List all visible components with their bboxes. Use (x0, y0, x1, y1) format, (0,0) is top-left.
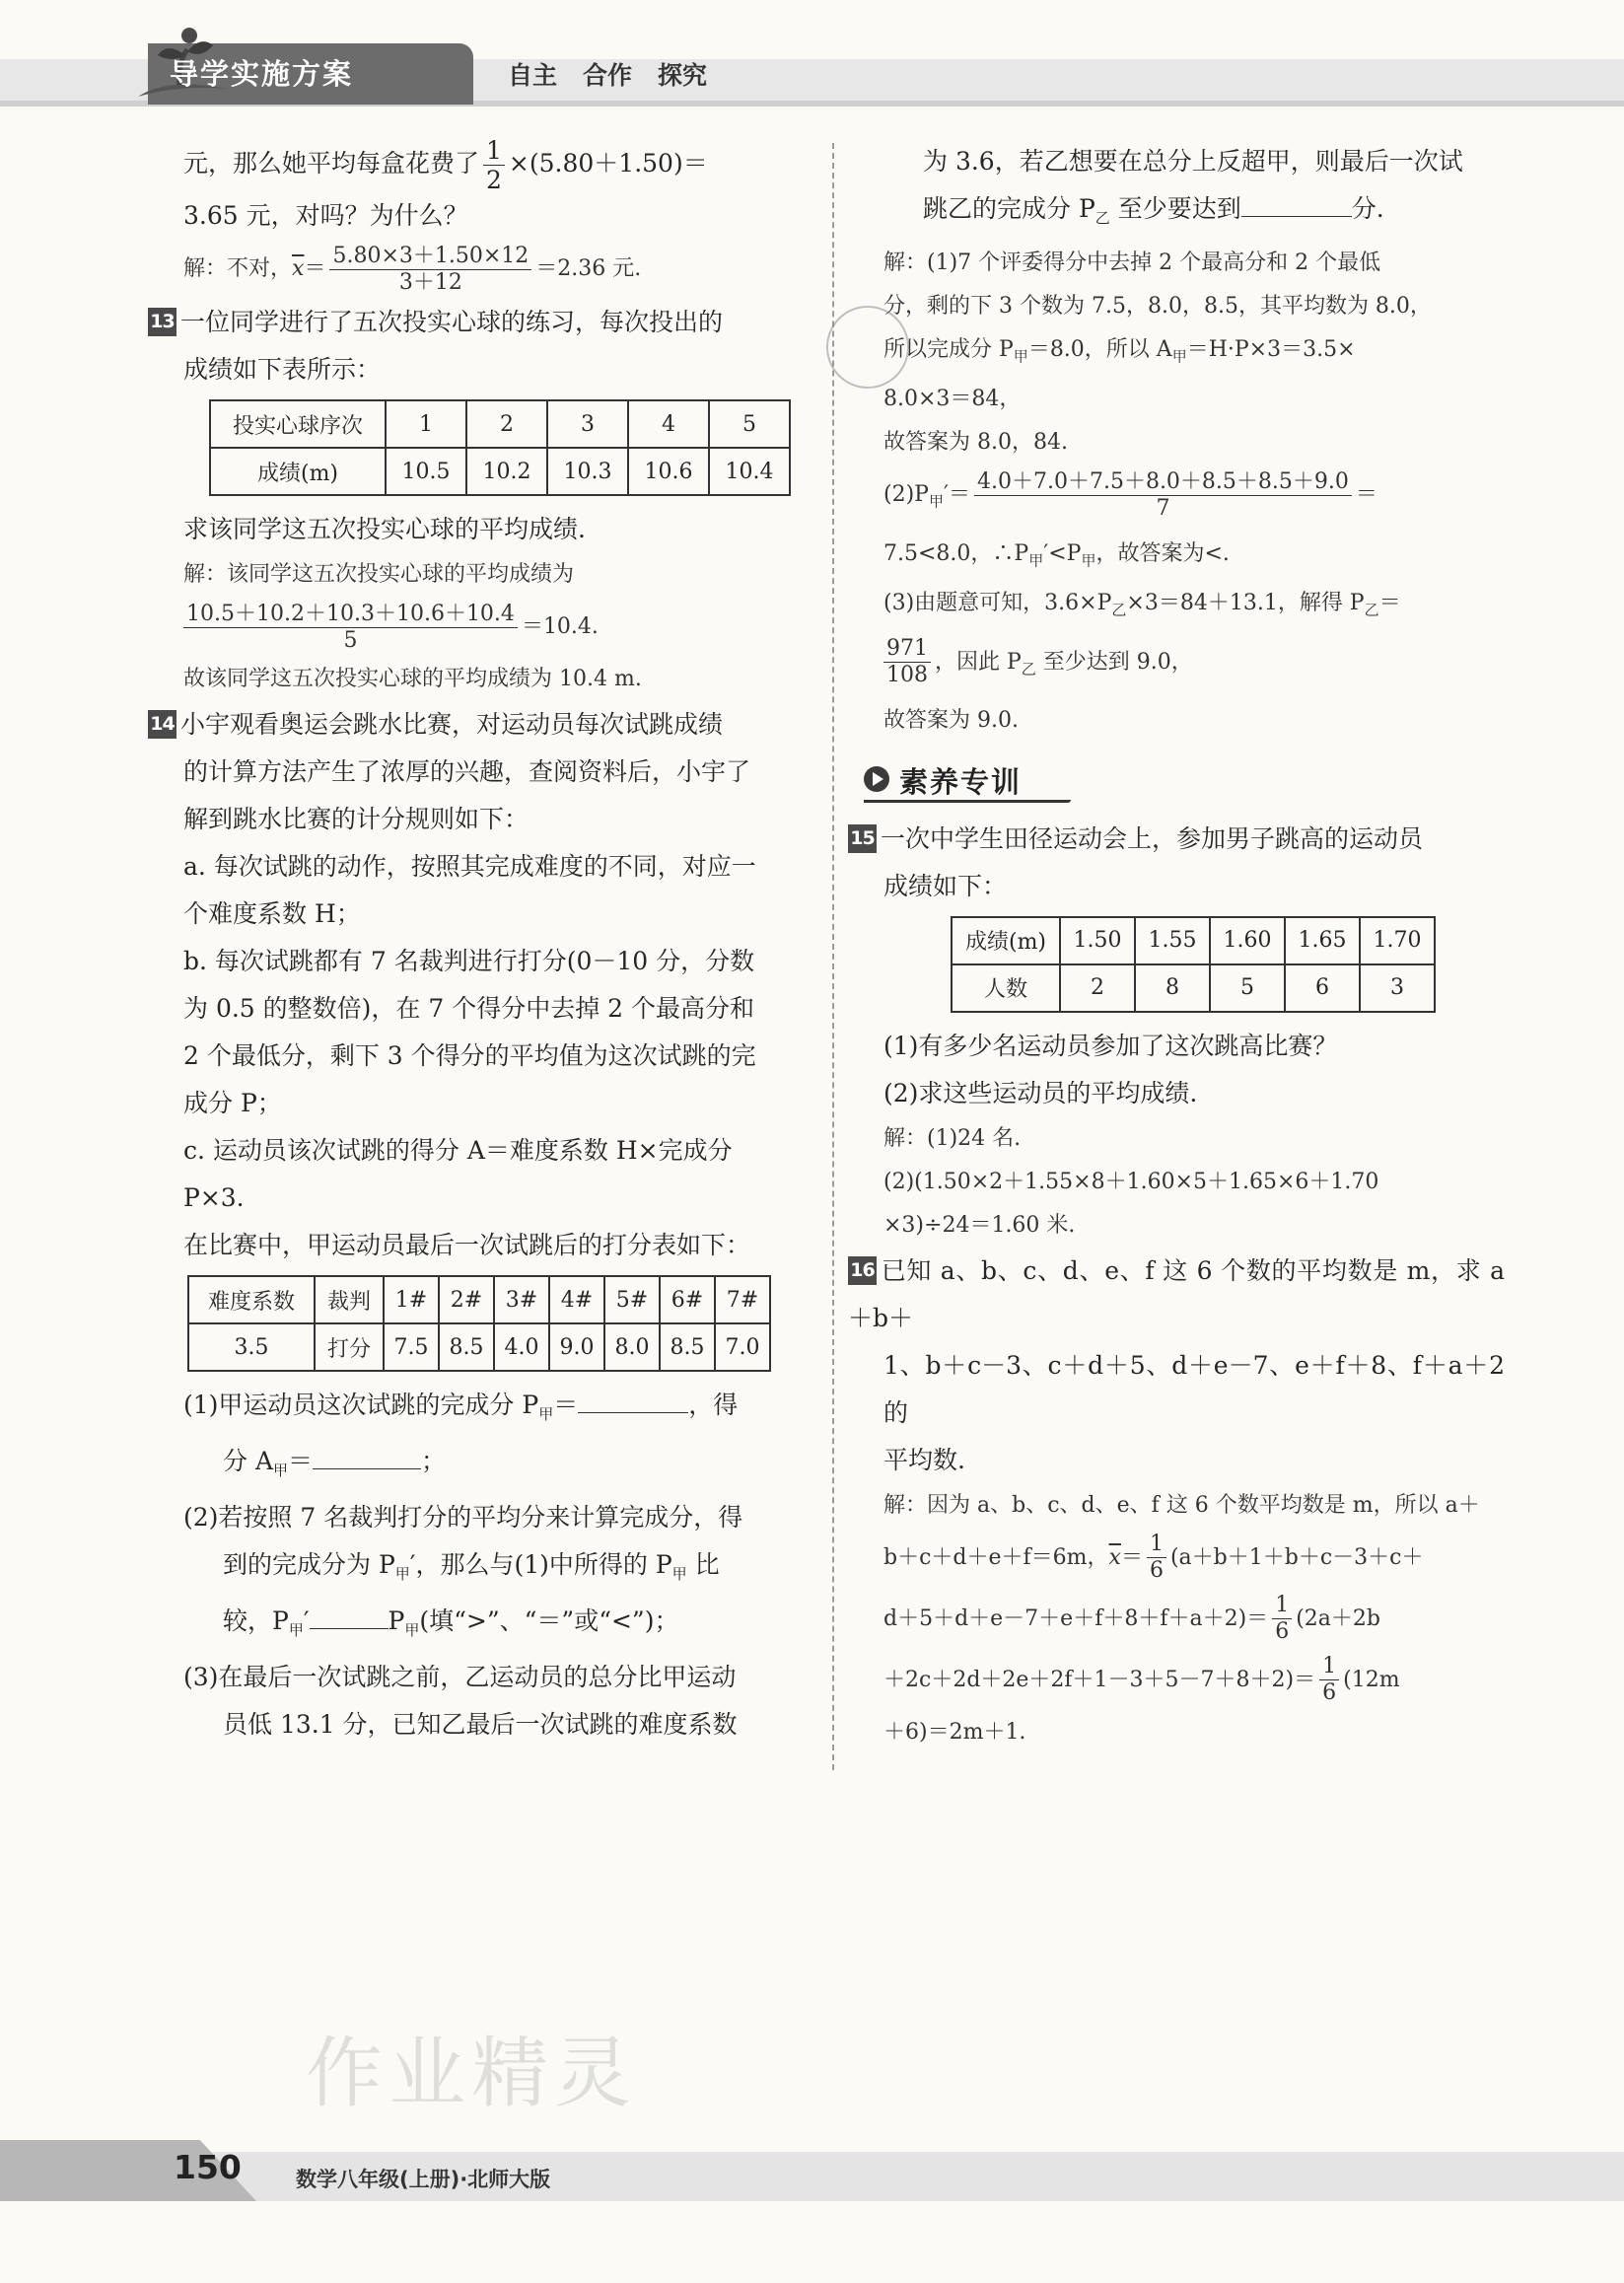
q14-head-7: 6# (660, 1276, 715, 1323)
q14-rule-a-2: 个难度系数 H； (183, 899, 361, 928)
q15-table (951, 916, 1436, 1013)
q14-answer-blank-1[interactable] (578, 1391, 688, 1413)
q12-fraction: $\frac{1}{2}$ (483, 138, 505, 192)
q13-cell-3: 10.3 (547, 448, 628, 495)
q15-cell-1: 2 (1060, 964, 1135, 1012)
q15-cell-5: 3 (1360, 964, 1435, 1012)
q15-text-1: 15 一次中学生田径运动会上，参加男子跳高的运动员 (848, 816, 1505, 863)
q13-head-3: 3 (547, 400, 628, 448)
header-sub-1: 自主 (508, 61, 558, 90)
header-sub-2: 合作 (583, 61, 633, 90)
q13-solution-1: 解：该同学这五次投实心球的平均成绩为 (183, 562, 575, 587)
q16-text-1: 16 已知 a、b、c、d、e、f 这 6 个数的平均数是 m，求 a＋b＋ (848, 1255, 1505, 1332)
q15-solution-3: ×3)÷24＝1.60 米. (883, 1212, 1076, 1238)
section-title (864, 754, 1505, 810)
q14-answer-blank-4[interactable] (1241, 194, 1352, 217)
q14-cell-3: 8.5 (439, 1323, 494, 1371)
q16-solution-1: 解：因为 a、b、c、d、e、f 这 6 个数平均数是 m，所以 a＋ (883, 1492, 1480, 1518)
q14-rule-c-2: P×3. (183, 1183, 245, 1212)
q15-head-3: 1.60 (1210, 917, 1285, 964)
question-number-16: 16 (848, 1256, 877, 1285)
q14-text-4: 在比赛中，甲运动员最后一次试跳后的打分表如下： (183, 1231, 751, 1259)
q15-head-5: 1.70 (1360, 917, 1435, 964)
q16-solution-5: ＋6)＝2m＋1. (883, 1719, 1026, 1745)
q14-solution-8: (3)由题意可知，$3.6\times P_乙\times 3=84+13.1$，解得 $P_乙=$ (883, 591, 1401, 619)
q15-part-2: (2)求这些运动员的平均成绩. (883, 1078, 1198, 1107)
q15-cell-3: 5 (1210, 964, 1285, 1012)
q14-solution-4: 8.0×3＝84， (883, 387, 1022, 412)
q13-head-5: 5 (709, 400, 790, 448)
q13-cell-5: 10.4 (709, 448, 790, 495)
q16-solution-3: d＋5＋d＋e－7＋e＋f＋8＋f＋a＋2)＝ $\frac{1}{6}$ (2a＋2b (883, 1593, 1380, 1645)
q14-cell-6: 8.0 (604, 1323, 660, 1371)
q16-fraction-3: $\frac{1}{6}$ (1319, 1656, 1339, 1704)
q16-fraction-1: $\frac{1}{6}$ (1147, 1534, 1166, 1582)
q13-head-4: 4 (628, 400, 709, 448)
q13-solution-2: $\frac{10.5+10.2+10.3+10.6+10.4}{5}$ ＝10.4. (183, 597, 803, 658)
q16-solution-2: b＋c＋d＋e＋f＝6m，$\overline{x}=$ $\frac{1}{6}$ (a＋b＋1＋b＋c－3＋c＋ (883, 1532, 1424, 1584)
q13-head-1: 1 (386, 400, 466, 448)
q14-head-2: 1# (384, 1276, 439, 1323)
q14-table (187, 1275, 771, 1372)
q16-fraction-2: $\frac{1}{6}$ (1272, 1595, 1292, 1643)
q14-solution-1: 解：(1)7 个评委得分中去掉 2 个最高分和 2 个最低 (883, 250, 1381, 275)
section-title-label: 素养专训 (899, 764, 1023, 799)
q13-cell-4: 10.6 (628, 448, 709, 495)
q14-rule-a-1: a. 每次试跳的动作，按照其完成难度的不同，对应一 (183, 852, 756, 881)
q13-table (209, 399, 791, 496)
page-number: 150 (174, 2148, 242, 2186)
q14-head-4: 3# (494, 1276, 549, 1323)
header-title: 导学实施方案 (170, 57, 354, 91)
q14-solution-fraction: $\frac{4.0+7.0+7.5+8.0+8.5+8.5+9.0}{7}$ (974, 471, 1352, 520)
q14-rule-b-1: b. 每次试跳都有 7 名裁判进行打分(0－10 分，分数 (183, 947, 755, 975)
q14-rule-b-4: 成分 P； (183, 1089, 282, 1117)
q13-table-wrap (209, 399, 803, 496)
question-number-13: 13 (148, 308, 177, 336)
q14-head-5: 4# (549, 1276, 604, 1323)
q14-head-6: 5# (604, 1276, 660, 1323)
q16-solution-4: ＋2c＋2d＋2e＋2f＋1－3＋5－7＋8＋2)＝ $\frac{1}{6}$ (12m (883, 1654, 1400, 1706)
q14-text-2: 的计算方法产生了浓厚的兴趣，查阅资料后，小宇了 (183, 757, 751, 786)
q14-part-2-line-3: 较，$P_甲'$ $P_甲$(填“>”、“＝”或“<”)； (223, 1606, 679, 1639)
q13-fraction: $\frac{10.5+10.2+10.3+10.6+10.4}{5}$ (183, 604, 518, 652)
q15-head-0: 成绩(m) (952, 917, 1060, 964)
arrow-right-icon (864, 766, 889, 792)
q14-part-3-line-1: (3)在最后一次试跳之前，乙运动员的总分比甲运动 (183, 1663, 737, 1691)
q14-solution-10: 故答案为 9.0. (883, 707, 1019, 733)
q13-text-2: 成绩如下表所示： (183, 355, 382, 384)
q13-cell-1: 10.5 (386, 448, 466, 495)
q14-cell-4: 4.0 (494, 1323, 549, 1371)
q14-solution-5: 故答案为 8.0，84. (883, 430, 1068, 456)
q15-head-1: 1.50 (1060, 917, 1135, 964)
question-number-15: 15 (848, 824, 877, 853)
q15-text-2: 成绩如下： (883, 871, 1008, 900)
watermark-text: 作业精灵 (306, 2030, 638, 2118)
q16-text-2: 1、b＋c－3、c＋d＋5、d＋e－7、e＋f＋8、f＋a＋2 的 (883, 1350, 1505, 1427)
q13-cell-0: 成绩(m) (210, 448, 386, 495)
q13-cell-2: 10.2 (466, 448, 547, 495)
q12-line-1: 元，那么她平均每盒花费了 $\frac{1}{2}$ ×(5.80＋1.50)＝ (183, 136, 708, 194)
q14-rule-b-2: 为 0.5 的整数倍)，在 7 个得分中去掉 2 个最高分和 (183, 994, 755, 1023)
header-sub-3: 探究 (658, 61, 708, 90)
q14-part-3-line-4: 跳乙的完成分 $P_乙$ 至少要达到 分. (923, 194, 1384, 227)
q14-cell-0: 3.5 (188, 1323, 315, 1371)
q14-text-1: 14 小宇观看奥运会跳水比赛，对运动员每次试跳成绩 (148, 701, 803, 749)
q15-head-2: 1.55 (1135, 917, 1210, 964)
q14-solution-9: $\frac{971}{108}$ ，因此 $P_乙$ 至少达到 9.0， (883, 632, 1505, 699)
header-subtitle (508, 56, 733, 92)
left-column (150, 136, 803, 1748)
q13-ask: 求该同学这五次投实心球的平均成绩. (183, 515, 586, 543)
q14-text-3: 解到跳水比赛的计分规则如下： (183, 805, 530, 833)
q14-solution-fraction-2: $\frac{971}{108}$ (883, 638, 931, 686)
q13-head-2: 2 (466, 400, 547, 448)
q12-solution: 解：不对，$\overline{x}=$ $\frac{5.80\times 3+1.50\times 12}{3+12}$ ＝2.36 元. (183, 243, 642, 295)
q15-cell-2: 8 (1135, 964, 1210, 1012)
q13-text-1: 13 一位同学进行了五次投实心球的练习，每次投出的 (148, 299, 803, 346)
q14-part-2-line-2: 到的完成分为 $P_甲'$，那么与(1)中所得的 $P_甲$ 比 (223, 1550, 720, 1583)
q14-cell-5: 9.0 (549, 1323, 604, 1371)
q15-cell-4: 6 (1285, 964, 1360, 1012)
q15-part-1: (1)有多少名运动员参加了这次跳高比赛？ (883, 1031, 1338, 1060)
q14-cell-8: 7.0 (715, 1323, 770, 1371)
q14-head-1: 裁判 (315, 1276, 384, 1323)
q15-solution-2: (2)(1.50×2＋1.55×8＋1.60×5＋1.65×6＋1.70 (883, 1169, 1379, 1194)
q12-solution-fraction: $\frac{5.80\times 3+1.50\times 12}{3+12}$ (329, 246, 531, 294)
q14-part-1-line-2: 分 $A_甲=$ ； (223, 1447, 447, 1479)
footer-book-title: 数学八年级(上册)·北师大版 (296, 2168, 551, 2191)
q14-head-8: 7# (715, 1276, 770, 1323)
q15-solution-1: 解：(1)24 名. (883, 1125, 1022, 1151)
q14-solution-6: $(2)P_甲'=$ $\frac{4.0+7.0+7.5+8.0+8.5+8.5+9.0}{7}$ ＝ (883, 468, 1377, 521)
q14-rule-c-1: c. 运动员该次试跳的得分 A＝难度系数 H×完成分 (183, 1136, 733, 1165)
q14-solution-3: 所以完成分 $P_甲=8.0$，所以 $A_甲=H\cdot P\times 3=3.5\times$ (883, 337, 1356, 366)
q14-answer-blank-3[interactable] (310, 1606, 388, 1629)
q15-table-wrap (951, 916, 1505, 1013)
q14-solution-2: 分，剩的下 3 个数为 7.5，8.0，8.5，其平均数为 8.0， (883, 294, 1432, 319)
q13-solution-3: 故该同学这五次投实心球的平均成绩为 10.4 m. (183, 667, 642, 691)
q15-cell-0: 人数 (952, 964, 1060, 1012)
q14-cell-1: 打分 (315, 1323, 384, 1371)
q14-cell-2: 7.5 (384, 1323, 439, 1371)
q14-rule-b-3: 2 个最低分，剩下 3 个得分的平均值为这次试跳的完 (183, 1041, 756, 1070)
q14-part-1-line-1: (1)甲运动员这次试跳的完成分 $P_甲=$ ，得 (183, 1391, 739, 1423)
q14-cell-7: 8.5 (660, 1323, 715, 1371)
right-column (848, 138, 1505, 1754)
column-divider (832, 143, 834, 1770)
q14-part-3-line-3: 为 3.6，若乙想要在总分上反超甲，则最后一次试 (923, 147, 1463, 176)
q14-table-wrap (187, 1275, 803, 1372)
q14-solution-7: 7.5<8.0，$\therefore P_甲'<P_甲$，故答案为<. (883, 540, 1230, 570)
section-underline (864, 800, 1071, 803)
q14-head-0: 难度系数 (188, 1276, 315, 1323)
q12-line-2: 3.65 元，对吗？为什么？ (183, 201, 468, 230)
q16-text-3: 平均数. (883, 1445, 965, 1474)
q14-part-2-line-1: (2)若按照 7 名裁判打分的平均分来计算完成分，得 (183, 1503, 743, 1532)
q14-answer-blank-2[interactable] (313, 1447, 421, 1469)
question-number-14: 14 (148, 710, 177, 739)
q13-head-0: 投实心球序次 (210, 400, 386, 448)
q15-head-4: 1.65 (1285, 917, 1360, 964)
q14-head-3: 2# (439, 1276, 494, 1323)
q14-part-3-line-2: 员低 13.1 分，已知乙最后一次试跳的难度系数 (223, 1710, 738, 1739)
